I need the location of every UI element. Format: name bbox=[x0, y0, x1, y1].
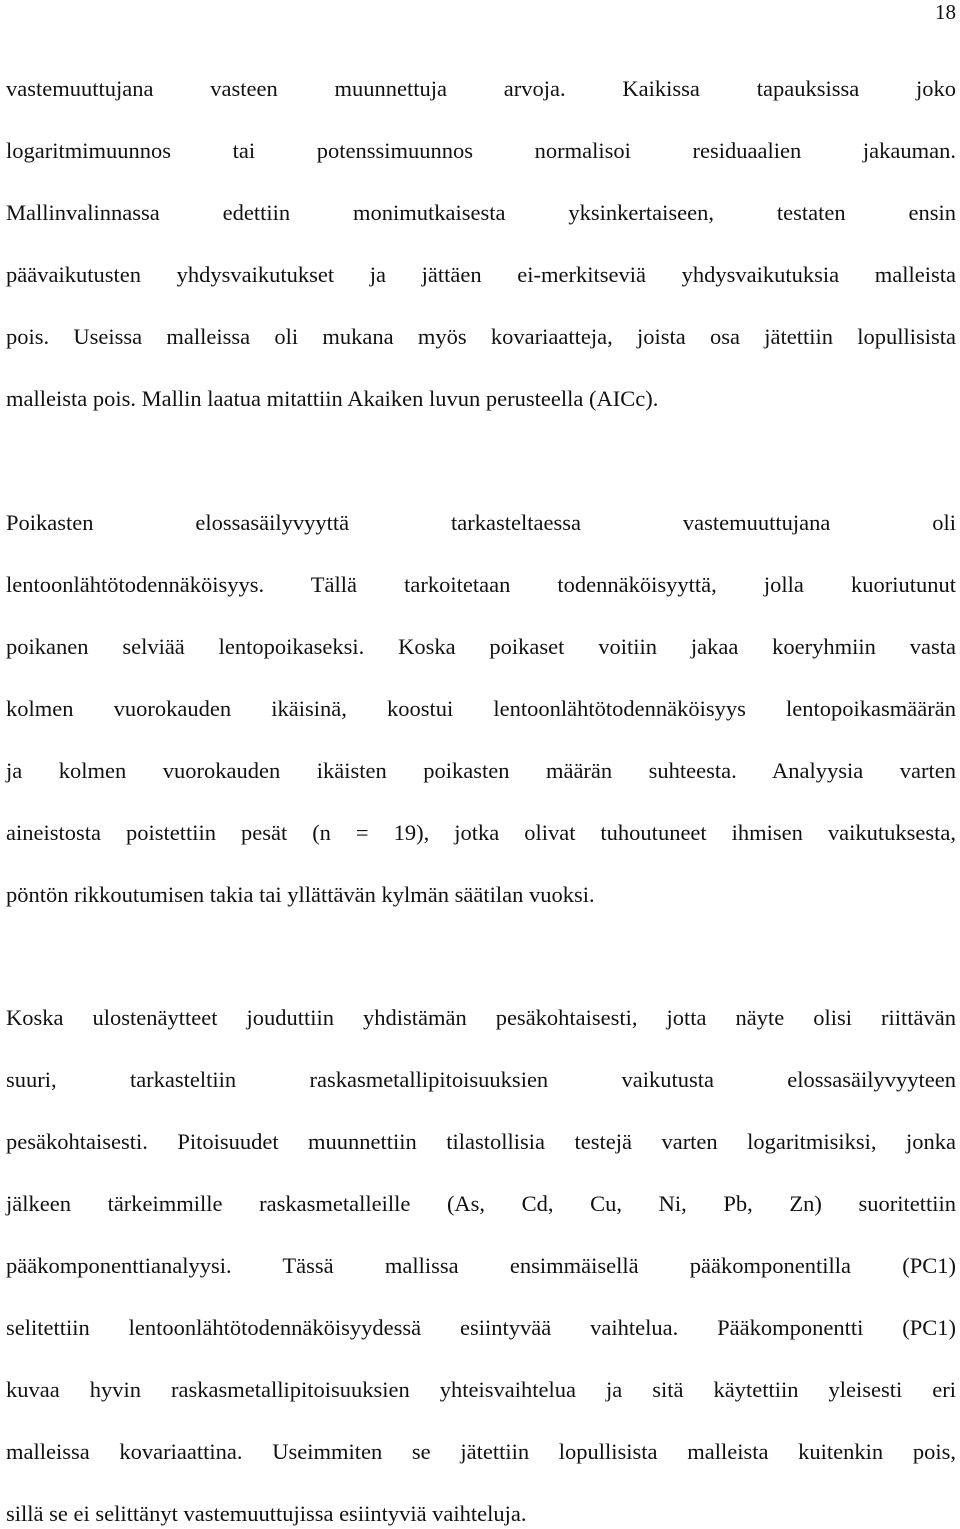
text-line: aineistosta poistettiin pesät (n = 19), jotka olivat tuhoutuneet ihmisen vaikutuksesta, bbox=[6, 820, 956, 845]
text-line: jälkeen tärkeimmille raskasmetalleille (As, Cd, Cu, Ni, Pb, Zn) suoritettiin bbox=[6, 1191, 956, 1216]
text-line: suuri, tarkasteltiin raskasmetallipitoisuuksien vaikutusta elossasäilyvyyteen bbox=[6, 1067, 956, 1092]
text-line: pesäkohtaisesti. Pitoisuudet muunnettiin tilastollisia testejä varten logaritmisiksi, jonka bbox=[6, 1129, 956, 1154]
page-number: 18 bbox=[935, 0, 956, 24]
text-line: pääkomponenttianalyysi. Tässä mallissa ensimmäisellä pääkomponentilla (PC1) bbox=[6, 1253, 956, 1278]
text-line: sillä se ei selittänyt vastemuuttujissa esiintyviä vaihteluja. bbox=[6, 1501, 527, 1526]
text-line: malleissa kovariaattina. Useimmiten se jätettiin lopullisista malleista kuitenkin pois, bbox=[6, 1439, 956, 1464]
text-line: päävaikutusten yhdysvaikutukset ja jättäen ei-merkitseviä yhdysvaikutuksia malleista bbox=[6, 262, 956, 287]
text-line: kolmen vuorokauden ikäisinä, koostui lentoonlähtötodennäköisyys lentopoikasmäärän bbox=[6, 696, 956, 721]
text-line: vastemuuttujana vasteen muunnettuja arvoja. Kaikissa tapauksissa joko bbox=[6, 76, 956, 101]
text-line: poikanen selviää lentopoikaseksi. Koska poikaset voitiin jakaa koeryhmiin vasta bbox=[6, 634, 956, 659]
text-line: ja kolmen vuorokauden ikäisten poikasten määrän suhteesta. Analyysia varten bbox=[6, 758, 956, 783]
text-line: selitettiin lentoonlähtötodennäköisyydessä esiintyvää vaihtelua. Pääkomponentti (PC1) bbox=[6, 1315, 956, 1340]
text-line: pois. Useissa malleissa oli mukana myös kovariaatteja, joista osa jätettiin lopullisista bbox=[6, 324, 956, 349]
text-line: pöntön rikkoutumisen takia tai yllättävän kylmän säätilan vuoksi. bbox=[6, 882, 595, 907]
text-line: lentoonlähtötodennäköisyys. Tällä tarkoitetaan todennäköisyyttä, jolla kuoriutunut bbox=[6, 572, 956, 597]
text-line: kuvaa hyvin raskasmetallipitoisuuksien yhteisvaihtelua ja sitä käytettiin yleisesti eri bbox=[6, 1377, 956, 1402]
text-line: logaritmimuunnos tai potenssimuunnos normalisoi residuaalien jakauman. bbox=[6, 138, 956, 163]
text-line: malleista pois. Mallin laatua mitattiin Akaiken luvun perusteella (AICc). bbox=[6, 386, 659, 411]
text-line: Mallinvalinnassa edettiin monimutkaisesta yksinkertaiseen, testaten ensin bbox=[6, 200, 956, 225]
text-line: Poikasten elossasäilyvyyttä tarkasteltaessa vastemuuttujana oli bbox=[6, 510, 956, 535]
text-line: Koska ulostenäytteet jouduttiin yhdistämän pesäkohtaisesti, jotta näyte olisi riittävän bbox=[6, 1005, 956, 1030]
